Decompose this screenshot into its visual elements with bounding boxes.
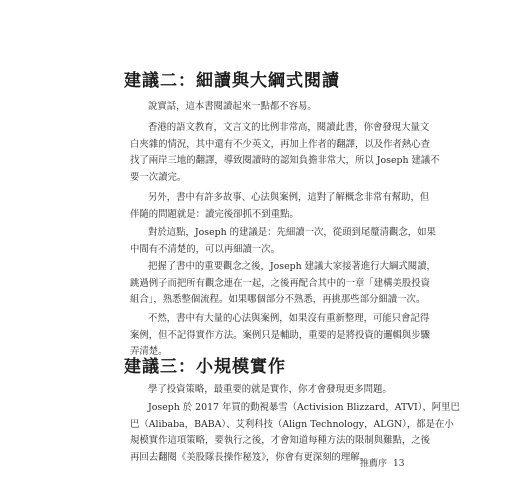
text-line: 香港的語文教育，文言文的比例非常高，閱讀此書，你會發現大量文 [148, 122, 430, 133]
text-line: 找了兩岸三地的翻譯，導致閱讀時的認知負擔非常大，所以 Joseph 建議不 [130, 155, 440, 166]
text-line: 再回去翻閱《美股隊長操作秘笈》，你會有更深刻的理解。 [130, 451, 370, 463]
text-line: 學了投資策略，最重要的就是實作，你才會發現更多問題。 [148, 384, 392, 395]
paragraph [130, 120, 440, 186]
text-line: 要一次讀完。 [130, 171, 187, 183]
text-line: 說實話，這本書閱讀起來一點都不容易。 [148, 101, 317, 112]
text-line: 白夾雜的情況，其中還有不少英文，再加上作者的翻譯，以及作者熱心查 [130, 138, 431, 150]
text-line: 跳過例子而把所有觀念連在一起，之後再配合其中的一章「建構美股投資 [130, 277, 431, 289]
text-line: 案例，但不記得實作方法。案例只是輔助，重要的是將投資的邏輯與步驟 [130, 329, 431, 341]
footer-label: 推薦序 [360, 459, 388, 469]
paragraph [130, 259, 436, 309]
page-number: 13 [393, 459, 405, 469]
text-line: 不然，書中有大量的心法與案例，如果沒有重新整理，可能只會記得 [148, 313, 430, 324]
section-heading-2: 建議二：細讀與大綱式閱讀 [124, 71, 340, 91]
page-footer [360, 456, 410, 469]
text-line: Joseph 於 2017 年買的動視暴雪（Activision Blizzard，ATVI）、阿里巴 [148, 402, 460, 413]
paragraph [130, 99, 402, 116]
text-line: 中間有不清楚的，可以再細讀一次。 [130, 243, 281, 255]
text-line: 把握了書中的重要觀念之後，Joseph 建議大家接著進行大綱式閱讀， [148, 261, 436, 272]
text-line: 對於這點，Joseph 的建議是：先細讀一次，從頭到尾釐清觀念，如果 [148, 227, 436, 238]
text-line: 巴（Alibaba，BABA）、艾利科技（Align Technology，ALGN），都是在小 [130, 418, 454, 430]
text-line: 組合」，熟悉整個流程。如果哪個部分不熟悉，再挑那些部分細讀一次。 [130, 294, 426, 305]
text-line: 規模實作這項策略，要執行之後，才會知道每種方法的限制與難點，之後 [130, 435, 431, 446]
section-heading-3: 建議三：小規模實作 [124, 357, 286, 377]
paragraph [130, 225, 436, 258]
text-line: 伴隨的問題就是：讀完後卻抓不到重點。 [130, 208, 299, 220]
text-line: 弄清楚。 [130, 346, 168, 357]
paragraph [130, 382, 402, 399]
paragraph [130, 190, 430, 223]
text-line: 另外，書中有許多故事、心法與案例，這對了解概念非常有幫助，但 [148, 192, 430, 203]
